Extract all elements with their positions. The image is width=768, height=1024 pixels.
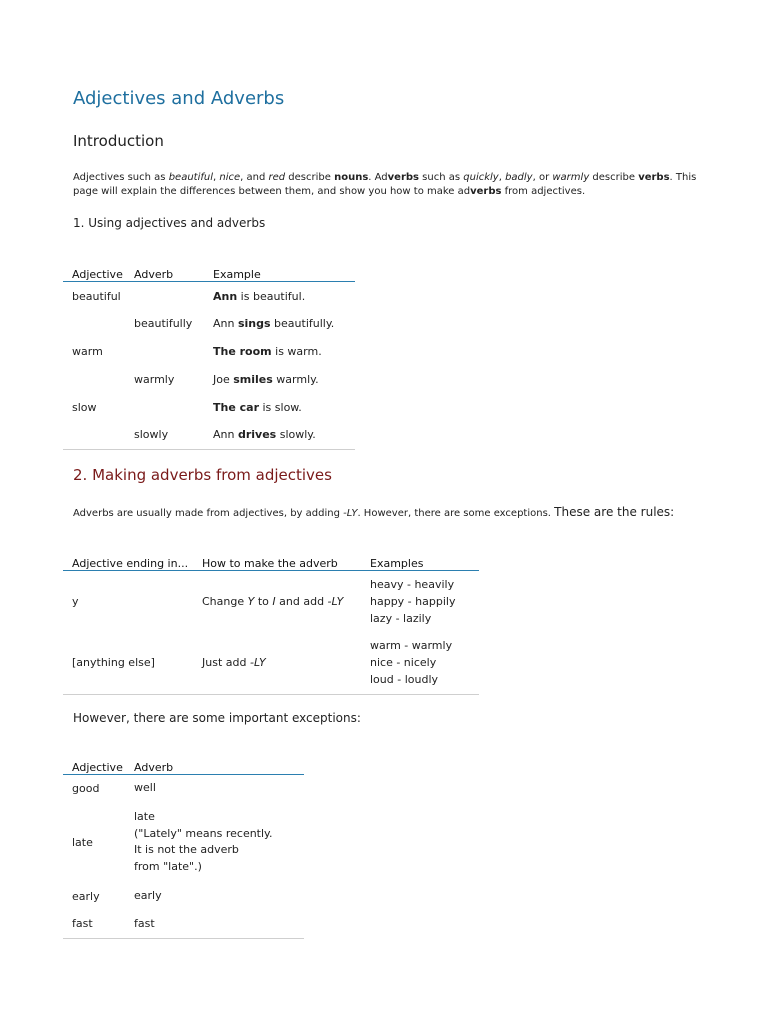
example-cell: Ann is beautiful. [213,289,306,303]
exceptions-heading: However, there are some important exceptions: [73,711,361,725]
adverb-cell [125,910,304,938]
table-row [63,421,355,449]
column-header: Adverb [134,267,174,281]
adverb-line: well [134,781,156,794]
example-cell: The room is warm. [213,344,322,358]
example-line: warm - warmly [370,639,453,653]
examples-cell [361,570,479,632]
introduction-text: Adjectives such as beautiful, nice, and red describe nouns. Adverbs such as quickly, badly, or warmly describe verbs. This page will explain the differences between them, and show you how to make adverbs from adjectives. [73,172,697,197]
example-emphasis: Ann [213,289,238,303]
example-emphasis: The room [213,344,272,358]
table-row [63,365,355,393]
example-cell: Joe smiles warmly. [213,372,319,386]
table-header-row [63,749,304,774]
adverb-cell [125,802,304,882]
how-cell: Just add -LY [202,656,266,670]
example-emphasis: sings [237,316,271,330]
examples-cell [361,632,479,694]
adverb-line: ("Lately" means recently. [134,826,273,840]
example-cell: Ann sings beautifully. [213,316,335,330]
adverb-line: It is not the adverb [134,843,239,856]
adjective-cell: beautiful [72,289,121,303]
adjective-cell [63,309,125,337]
adverb-cell [125,393,204,421]
example-line: happy - happily [370,594,456,608]
table-row [63,337,355,365]
column-header: Example [213,267,261,281]
adjective-cell [63,365,125,393]
adjective-cell: late [72,835,93,849]
example-line: heavy - heavily [370,577,455,591]
adjective-cell: good [72,781,100,795]
rules-lead: These are the rules: [554,505,675,519]
example-emphasis: drives [237,428,277,442]
adjective-cell: slow [72,400,97,414]
column-header: Examples [370,556,424,570]
adjective-adverb-table [63,255,355,450]
column-header: How to make the adverb [202,556,338,570]
adverb-line: fast [134,916,155,930]
table-row [63,882,304,910]
how-cell: Change Y to I and add -LY [202,594,344,608]
adjective-cell: early [72,889,100,903]
table-row [63,281,355,309]
column-header: Adjective [72,267,123,281]
table-header-row [63,255,355,281]
adverb-line: early [134,888,162,902]
ending-cell: y [72,594,79,608]
adverb-line: from "late".) [134,859,202,873]
example-cell: The car is slow. [213,400,302,414]
section2-heading: 2. Making adverbs from adjectives [73,466,332,484]
section2-text [73,506,713,521]
adverb-cell [125,882,304,910]
column-header: Adverb [134,760,174,774]
adverb-line: late [134,810,155,823]
example-emphasis: smiles [233,372,273,386]
adverb-cell [125,337,204,365]
example-line: nice - nicely [370,656,437,670]
table-row [63,393,355,421]
adjective-cell [63,421,125,449]
rules-table [63,543,479,695]
table-row [63,632,479,694]
adjective-cell: fast [72,917,93,931]
adverb-cell: slowly [134,428,169,442]
example-line: lazy - lazily [370,611,432,625]
table-row [63,910,304,938]
section1-heading: 1. Using adjectives and adverbs [73,216,266,230]
adjective-cell: warm [72,344,103,358]
table-header-row [63,543,479,570]
table-row [63,774,304,802]
table-row [63,802,304,882]
exceptions-table [63,749,304,939]
example-line: loud - loudly [370,673,439,687]
table-row [63,570,479,632]
column-header: Adjective ending in... [72,556,189,570]
example-emphasis: The car [213,400,259,414]
introduction-heading: Introduction [73,132,164,150]
adverb-cell [125,281,204,309]
section2-paragraph: Adverbs are usually made from adjectives, by adding -LY. However, there are some exceptions. [73,508,555,519]
column-header: Adjective [72,760,123,774]
adverb-cell [125,774,304,802]
ending-cell: [anything else] [72,656,155,670]
example-cell: Ann drives slowly. [213,428,316,442]
adverb-cell: beautifully [134,316,193,330]
adverb-cell: warmly [134,372,175,386]
table-row [63,309,355,337]
page-title: Adjectives and Adverbs [73,88,285,109]
